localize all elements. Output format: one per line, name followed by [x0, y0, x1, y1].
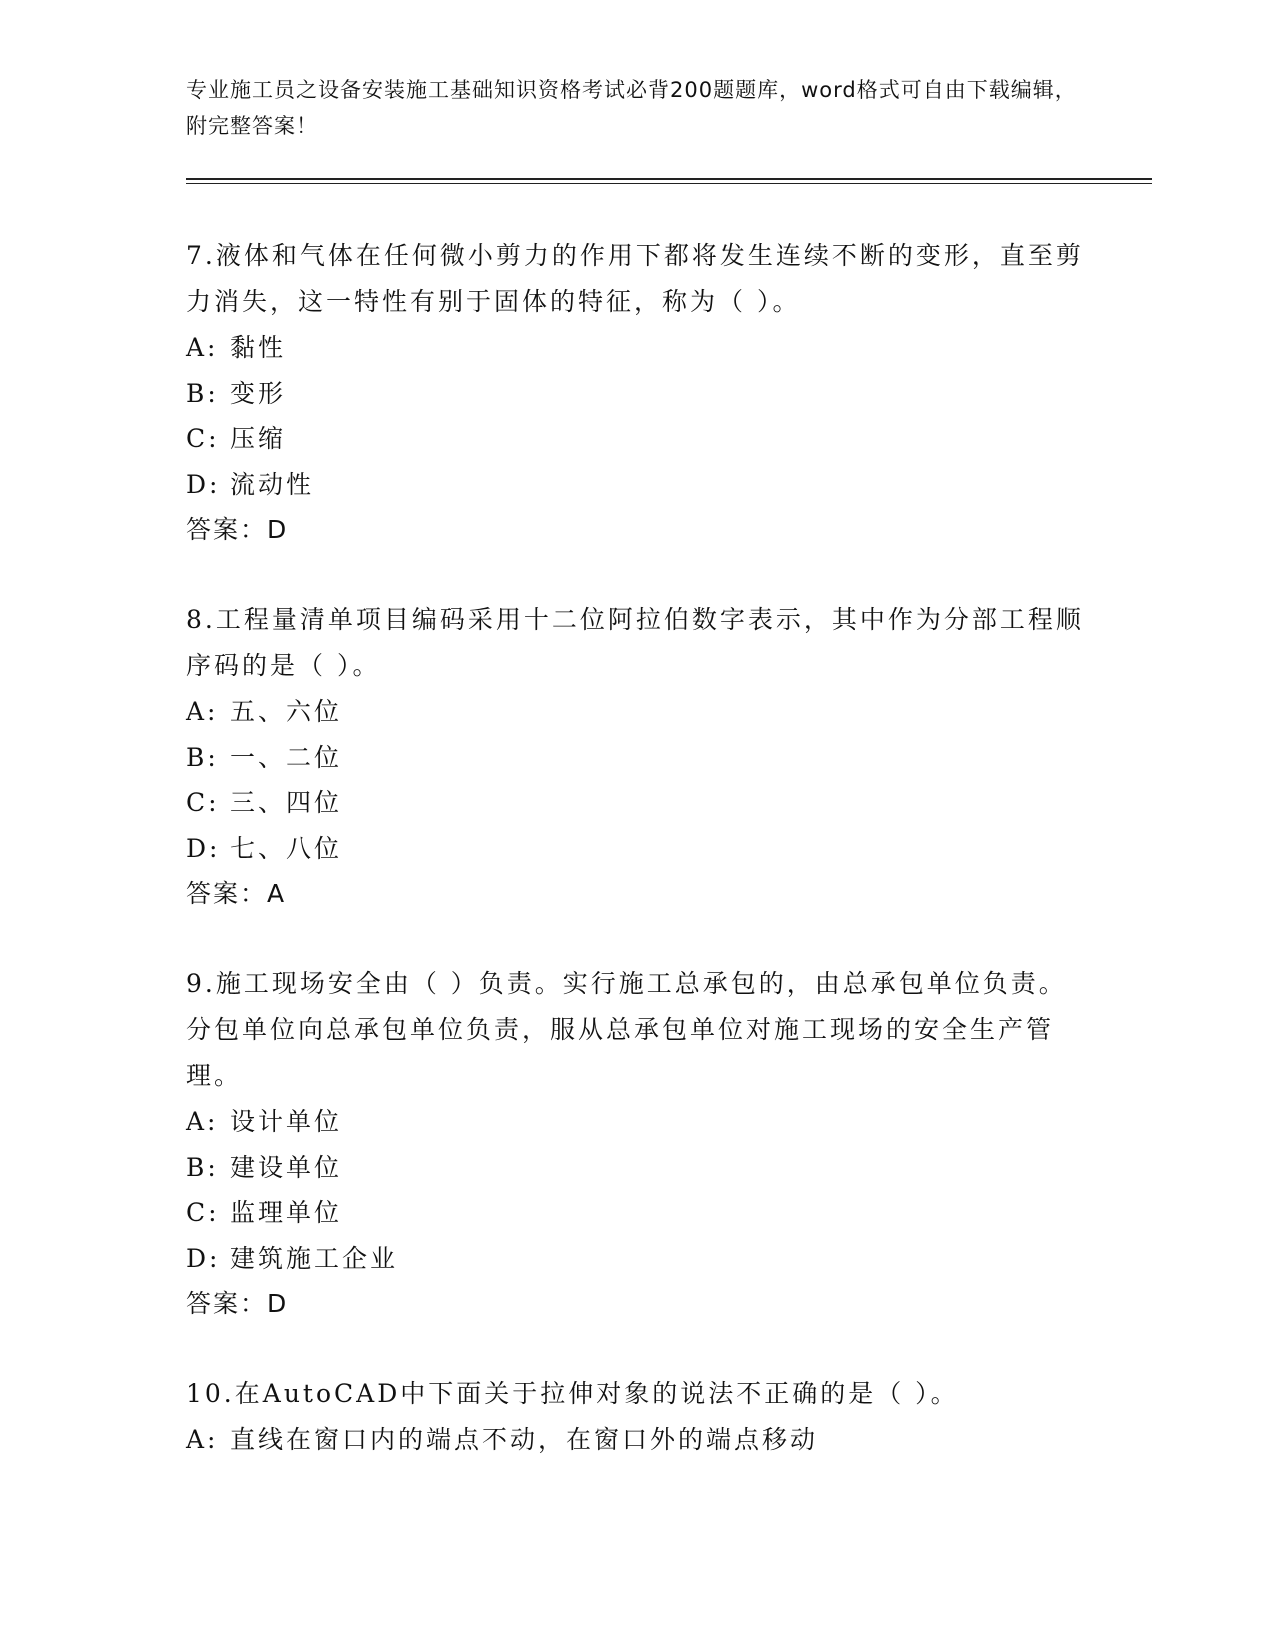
option-text: 七、八位: [230, 833, 343, 863]
option-d: [186, 826, 1086, 872]
option-key: D:: [186, 833, 221, 863]
option-key: C:: [186, 1198, 220, 1227]
option-text: 建筑施工企业: [230, 1243, 399, 1273]
option-key: C:: [186, 424, 220, 453]
option-a: [186, 325, 1086, 371]
option-key: D:: [186, 469, 221, 499]
option-a: [186, 1099, 1086, 1145]
option-key: A:: [186, 333, 219, 362]
option-b: [186, 371, 1086, 417]
option-text: 变形: [230, 378, 287, 408]
option-text: 直线在窗口内的端点不动，在窗口外的端点移动: [230, 1425, 819, 1454]
option-key: B:: [186, 1152, 219, 1182]
option-c: [186, 416, 1086, 462]
option-b: [186, 735, 1086, 781]
option-text: 五、六位: [230, 697, 343, 726]
option-a: [186, 689, 1086, 735]
option-c: [186, 780, 1086, 826]
option-text: 监理单位: [230, 1198, 343, 1227]
option-key: A:: [186, 1425, 219, 1454]
question-8: [186, 597, 1086, 917]
option-a: [186, 1417, 1086, 1463]
question-stem: 10.在AutoCAD中下面关于拉伸对象的说法不正确的是（ ）。: [186, 1379, 959, 1408]
header-divider-thick: [186, 178, 1152, 180]
question-stem: 7.液体和气体在任何微小剪力的作用下都将发生连续不断的变形，直至剪力消失，这一特性有别于固体的特征，称为（ ）。: [186, 241, 1084, 316]
answer-line: 答案：A: [186, 879, 287, 908]
answer-line: 答案：D: [186, 1289, 289, 1318]
question-10: [186, 1371, 1086, 1463]
option-key: A:: [186, 697, 219, 726]
option-text: 一、二位: [230, 742, 343, 772]
option-key: B:: [186, 378, 219, 408]
answer-line: 答案：D: [186, 515, 289, 544]
option-text: 建设单位: [230, 1152, 343, 1182]
option-text: 设计单位: [230, 1107, 343, 1136]
question-stem: 8.工程量清单项目编码采用十二位阿拉伯数字表示，其中作为分部工程顺序码的是（ ）。: [186, 605, 1084, 680]
option-text: 压缩: [230, 424, 287, 453]
option-key: A:: [186, 1107, 219, 1136]
header-divider-thin: [186, 183, 1152, 184]
option-b: [186, 1145, 1086, 1191]
option-key: B:: [186, 742, 219, 772]
question-7: [186, 233, 1086, 553]
document-header: 专业施工员之设备安装施工基础知识资格考试必背200题题库，word格式可自由下载编辑，附完整答案！: [186, 78, 1077, 138]
option-c: [186, 1190, 1086, 1236]
option-key: C:: [186, 788, 220, 817]
option-d: [186, 1236, 1086, 1282]
option-d: [186, 462, 1086, 508]
question-stem: 9.施工现场安全由（ ）负责。实行施工总承包的，由总承包单位负责。分包单位向总承包单位负责，服从总承包单位对施工现场的安全生产管理。: [186, 969, 1067, 1090]
option-text: 黏性: [230, 333, 287, 362]
question-9: [186, 961, 1086, 1327]
option-text: 流动性: [230, 469, 315, 499]
option-text: 三、四位: [230, 788, 343, 817]
option-key: D:: [186, 1243, 221, 1273]
